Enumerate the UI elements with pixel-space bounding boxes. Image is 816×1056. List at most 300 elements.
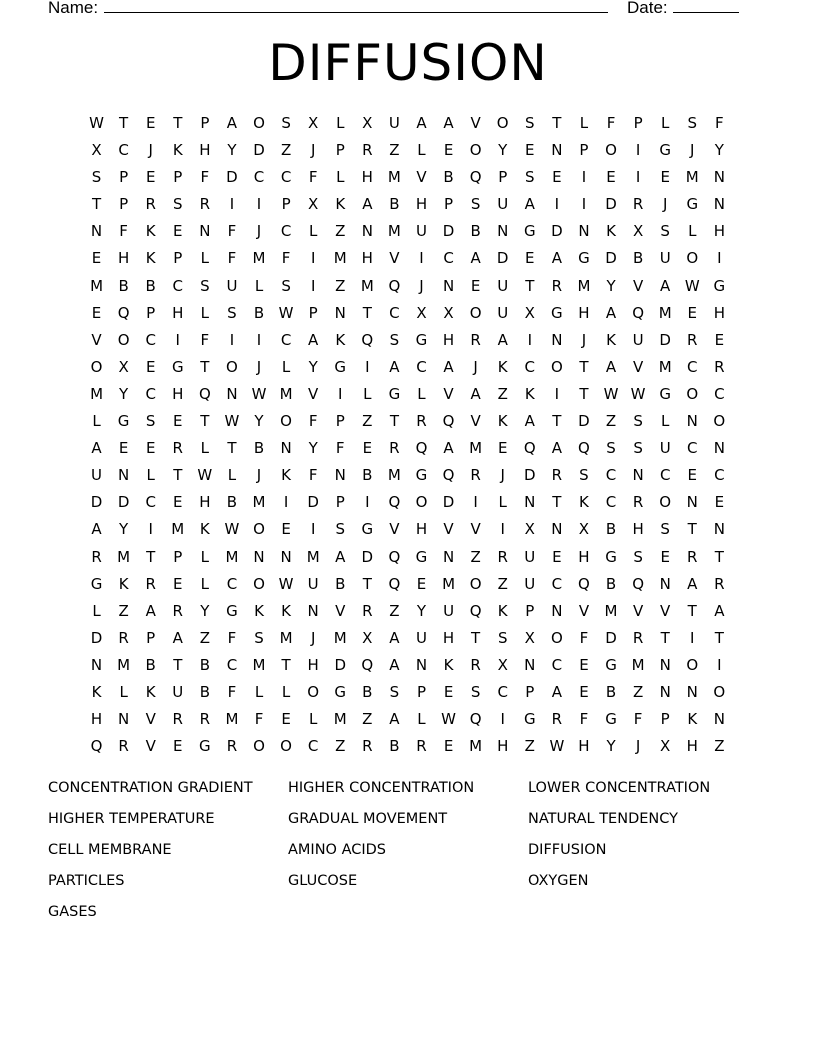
grid-letter: R	[362, 141, 373, 160]
grid-letter: X	[308, 195, 319, 214]
grid-letter: B	[145, 276, 156, 295]
grid-row	[83, 652, 733, 679]
grid-letter: O	[550, 628, 563, 647]
grid-letter: Q	[632, 303, 644, 322]
grid-letter: H	[686, 737, 698, 756]
grid-letter: L	[119, 682, 128, 701]
grid-letter: E	[552, 547, 562, 566]
grid-letter: H	[172, 384, 184, 403]
grid-letter: F	[200, 330, 210, 349]
grid-letter: M	[685, 168, 699, 187]
grid-letter: Q	[388, 574, 401, 593]
grid-letter: O	[686, 384, 699, 403]
grid-letter: K	[254, 601, 264, 620]
grid-letter: C	[145, 384, 156, 403]
grid-letter: B	[389, 195, 400, 214]
grid-letter: Y	[119, 384, 129, 403]
grid-letter: E	[145, 168, 156, 187]
grid-row	[83, 354, 733, 381]
grid-letter: J	[662, 195, 668, 214]
grid-letter: U	[226, 276, 238, 295]
grid-letter: G	[551, 303, 563, 322]
grid-letter: E	[579, 682, 589, 701]
grid-letter: X	[362, 628, 373, 647]
grid-letter: O	[496, 114, 509, 132]
grid-letter: Y	[308, 439, 318, 458]
grid-letter: J	[310, 628, 316, 647]
grid-letter: P	[416, 682, 426, 701]
grid-letter: M	[252, 249, 266, 268]
grid-letter: E	[91, 249, 102, 268]
grid-letter: H	[713, 222, 725, 241]
grid-letter: S	[687, 114, 698, 132]
grid-letter: D	[253, 141, 265, 160]
grid-letter: L	[281, 357, 291, 376]
grid-letter: M	[117, 547, 131, 566]
grid-letter: A	[145, 601, 156, 620]
grid-letter: H	[442, 628, 455, 647]
grid-letter: R	[632, 195, 644, 214]
grid-letter: I	[717, 249, 722, 268]
grid-letter: E	[470, 276, 481, 295]
grid-letter: U	[388, 114, 400, 132]
grid-letter: U	[443, 601, 455, 620]
grid-row	[83, 679, 733, 706]
grid-letter: C	[605, 466, 617, 485]
grid-letter: M	[279, 384, 293, 403]
grid-letter: B	[253, 303, 265, 322]
grid-letter: Y	[606, 276, 616, 295]
grid-letter: G	[578, 249, 590, 268]
grid-letter: A	[308, 330, 319, 349]
grid-letter: O	[280, 737, 292, 756]
grid-letter: L	[661, 412, 670, 431]
grid-letter: O	[713, 412, 726, 431]
grid-letter: C	[524, 357, 536, 376]
grid-letter: Z	[389, 141, 400, 160]
grid-letter: L	[92, 412, 101, 431]
grid-letter: O	[469, 141, 482, 160]
grid-letter: J	[500, 466, 505, 485]
grid-letter: N	[280, 547, 292, 566]
grid-letter: A	[362, 195, 373, 214]
grid-letter: D	[226, 168, 238, 187]
grid-letter: N	[307, 601, 319, 620]
grid-letter: S	[91, 168, 102, 187]
word-list-item: CONCENTRATION GRADIENT	[48, 780, 253, 796]
grid-letter: U	[524, 547, 536, 566]
grid-letter: O	[469, 303, 482, 322]
grid-letter: H	[117, 249, 130, 268]
grid-letter: N	[551, 141, 563, 160]
grid-letter: E	[606, 168, 616, 187]
grid-letter: Z	[362, 412, 373, 431]
grid-letter: N	[713, 168, 725, 187]
grid-letter: E	[687, 466, 697, 485]
grid-row	[83, 598, 733, 625]
grid-letter: D	[659, 330, 671, 349]
grid-letter: B	[362, 682, 373, 701]
grid-letter: M	[577, 276, 591, 295]
grid-letter: G	[713, 276, 726, 295]
grid-letter: C	[443, 249, 454, 268]
grid-letter: T	[200, 412, 210, 431]
grid-letter: W	[684, 276, 700, 295]
grid-letter: Z	[280, 141, 292, 160]
grid-letter: V	[470, 412, 481, 431]
grid-letter: P	[173, 547, 183, 566]
grid-letter: S	[470, 682, 481, 701]
grid-letter: Q	[578, 439, 590, 458]
grid-letter: R	[362, 601, 373, 620]
grid-letter: Q	[388, 547, 401, 566]
grid-letter: V	[470, 114, 481, 132]
grid-letter: R	[199, 195, 211, 214]
grid-letter: K	[497, 412, 508, 431]
grid-letter: G	[361, 520, 374, 539]
grid-letter: I	[554, 195, 560, 214]
grid-letter: O	[280, 412, 292, 431]
grid-letter: L	[200, 547, 210, 566]
grid-letter: M	[658, 357, 672, 376]
grid-letter: E	[173, 412, 183, 431]
grid-letter: X	[578, 520, 590, 539]
grid-letter: L	[498, 493, 507, 512]
grid-letter: T	[200, 357, 210, 376]
grid-letter: Z	[497, 384, 508, 403]
word-list-item: AMINO ACIDS	[288, 842, 387, 858]
grid-letter: V	[389, 520, 400, 539]
grid-letter: H	[442, 330, 455, 349]
grid-letter: P	[308, 303, 318, 322]
grid-letter: Z	[524, 737, 535, 756]
grid-letter: D	[361, 547, 374, 566]
grid-letter: A	[551, 249, 562, 268]
grid-letter: N	[118, 466, 130, 485]
grid-letter: Z	[362, 710, 373, 729]
grid-letter: C	[687, 357, 698, 376]
grid-letter: D	[605, 628, 617, 647]
grid-letter: D	[442, 493, 455, 512]
grid-letter: V	[308, 384, 319, 403]
grid-letter: F	[579, 628, 589, 647]
word-list-item: OXYGEN	[528, 873, 589, 889]
grid-letter: N	[253, 547, 265, 566]
grid-letter: D	[578, 412, 590, 431]
grid-letter: C	[551, 655, 563, 674]
grid-letter: B	[632, 249, 644, 268]
grid-letter: L	[146, 466, 155, 485]
grid-letter: F	[227, 682, 237, 701]
grid-letter: A	[389, 628, 400, 647]
grid-letter: Q	[469, 601, 482, 620]
grid-letter: P	[200, 114, 210, 132]
grid-letter: Q	[469, 168, 482, 187]
grid-letter: V	[632, 357, 644, 376]
grid-letter: W	[630, 384, 646, 403]
grid-letter: O	[253, 737, 265, 756]
grid-letter: R	[470, 655, 481, 674]
grid-letter: K	[606, 330, 616, 349]
grid-letter: V	[145, 710, 156, 729]
grid-letter: R	[470, 466, 481, 485]
grid-letter: O	[659, 493, 672, 512]
grid-row	[83, 327, 733, 354]
grid-letter: S	[633, 412, 643, 431]
grid-letter: B	[605, 682, 617, 701]
grid-row	[83, 245, 733, 272]
grid-letter: S	[497, 628, 508, 647]
grid-letter: V	[632, 276, 644, 295]
grid-letter: E	[118, 439, 129, 458]
grid-letter: M	[225, 547, 239, 566]
grid-letter: A	[524, 195, 535, 214]
grid-letter: B	[145, 655, 156, 674]
grid-letter: Q	[442, 412, 455, 431]
grid-letter: U	[497, 303, 509, 322]
grid-letter: H	[307, 655, 319, 674]
grid-letter: H	[578, 737, 590, 756]
grid-letter: G	[415, 547, 428, 566]
grid-row	[83, 516, 733, 543]
grid-letter: L	[579, 114, 589, 132]
grid-letter: Q	[415, 439, 428, 458]
word-list-item: DIFFUSION	[528, 842, 607, 858]
grid-letter: N	[334, 303, 346, 322]
grid-letter: X	[416, 303, 427, 322]
grid-letter: Z	[118, 601, 129, 620]
grid-letter: A	[443, 114, 454, 132]
grid-letter: A	[416, 114, 427, 132]
grid-letter: S	[335, 520, 345, 539]
grid-letter: E	[660, 547, 670, 566]
grid-letter: J	[148, 141, 153, 160]
grid-letter: G	[388, 384, 401, 403]
grid-letter: E	[145, 357, 156, 376]
grid-letter: T	[119, 114, 129, 132]
word-list-item: HIGHER TEMPERATURE	[48, 811, 215, 827]
grid-letter: N	[578, 222, 590, 241]
grid-letter: S	[281, 276, 291, 295]
grid-letter: I	[581, 195, 587, 214]
grid-letter: K	[281, 466, 291, 485]
grid-letter: R	[362, 737, 373, 756]
grid-letter: I	[635, 141, 641, 160]
grid-letter: C	[605, 493, 617, 512]
grid-letter: S	[470, 195, 481, 214]
grid-letter: F	[308, 412, 318, 431]
grid-letter: K	[145, 682, 156, 701]
grid-letter: C	[687, 439, 698, 458]
grid-letter: M	[333, 710, 347, 729]
grid-letter: R	[632, 628, 644, 647]
grid-letter: O	[253, 574, 265, 593]
grid-letter: T	[714, 547, 724, 566]
grid-letter: P	[633, 114, 643, 132]
grid-letter: G	[415, 466, 428, 485]
grid-letter: G	[90, 574, 103, 593]
grid-letter: N	[551, 601, 563, 620]
grid-letter: N	[686, 682, 698, 701]
grid-letter: M	[442, 574, 456, 593]
grid-row	[83, 462, 733, 489]
grid-letter: A	[470, 384, 481, 403]
grid-letter: H	[199, 493, 211, 512]
grid-letter: N	[713, 710, 725, 729]
grid-letter: R	[145, 574, 156, 593]
grid-letter: B	[443, 168, 454, 187]
grid-letter: G	[605, 710, 617, 729]
grid-letter: S	[173, 195, 183, 214]
grid-row	[83, 110, 733, 137]
grid-letter: J	[690, 141, 695, 160]
grid-letter: T	[173, 655, 183, 674]
grid-letter: L	[336, 168, 345, 187]
grid-letter: R	[632, 493, 644, 512]
grid-letter: E	[714, 330, 725, 349]
grid-row	[83, 489, 733, 516]
date-blank-line	[673, 12, 739, 13]
grid-letter: E	[579, 655, 589, 674]
grid-letter: M	[469, 737, 483, 756]
grid-letter: I	[338, 384, 343, 403]
grid-letter: E	[173, 493, 183, 512]
grid-letter: S	[227, 303, 237, 322]
grid-letter: U	[632, 330, 644, 349]
grid-letter: O	[307, 682, 320, 701]
grid-letter: O	[469, 574, 482, 593]
word-search-grid	[83, 110, 733, 760]
grid-letter: Y	[416, 601, 427, 620]
grid-letter: N	[686, 493, 698, 512]
grid-letter: E	[443, 141, 454, 160]
grid-letter: O	[686, 249, 699, 268]
grid-letter: T	[173, 466, 183, 485]
grid-letter: L	[417, 710, 426, 729]
grid-letter: X	[443, 303, 454, 322]
grid-letter: Z	[470, 547, 481, 566]
grid-letter: I	[581, 168, 587, 187]
grid-letter: A	[443, 439, 454, 458]
grid-row	[83, 625, 733, 652]
grid-letter: O	[415, 493, 428, 512]
grid-letter: E	[443, 682, 454, 701]
grid-letter: Z	[389, 601, 400, 620]
grid-letter: E	[173, 222, 183, 241]
grid-letter: J	[473, 357, 478, 376]
grid-letter: A	[172, 628, 183, 647]
grid-letter: L	[308, 222, 318, 241]
grid-letter: X	[308, 114, 319, 132]
grid-letter: R	[551, 276, 563, 295]
grid-letter: Z	[335, 276, 346, 295]
grid-letter: A	[660, 276, 671, 295]
grid-row	[83, 218, 733, 245]
grid-letter: W	[224, 412, 240, 431]
grid-letter: X	[524, 303, 535, 322]
grid-letter: F	[308, 466, 318, 485]
word-list-item: CELL MEMBRANE	[48, 842, 172, 858]
grid-letter: N	[118, 710, 130, 729]
grid-letter: O	[117, 330, 130, 349]
grid-letter: S	[525, 114, 535, 132]
grid-letter: L	[200, 249, 210, 268]
grid-letter: O	[686, 655, 699, 674]
grid-letter: D	[442, 222, 455, 241]
grid-letter: C	[497, 682, 508, 701]
grid-letter: U	[659, 439, 671, 458]
grid-letter: W	[603, 384, 619, 403]
grid-letter: J	[635, 737, 641, 756]
grid-letter: V	[443, 520, 454, 539]
grid-letter: K	[497, 601, 508, 620]
grid-letter: A	[389, 357, 400, 376]
grid-letter: G	[523, 710, 536, 729]
grid-letter: T	[91, 195, 102, 214]
grid-letter: P	[660, 710, 670, 729]
grid-letter: L	[200, 303, 210, 322]
grid-letter: B	[199, 682, 210, 701]
grid-letter: Q	[632, 574, 644, 593]
grid-letter: R	[118, 628, 129, 647]
grid-letter: N	[713, 520, 725, 539]
grid-letter: B	[335, 574, 346, 593]
grid-letter: A	[714, 601, 725, 620]
grid-letter: V	[660, 601, 671, 620]
grid-letter: F	[633, 710, 643, 729]
grid-letter: N	[226, 384, 238, 403]
grid-letter: H	[632, 520, 644, 539]
grid-letter: N	[415, 655, 428, 674]
grid-letter: O	[605, 141, 617, 160]
grid-letter: V	[416, 168, 427, 187]
grid-letter: X	[632, 222, 644, 241]
grid-letter: N	[361, 222, 373, 241]
grid-letter: D	[605, 249, 617, 268]
grid-letter: R	[497, 547, 508, 566]
grid-letter: E	[145, 439, 156, 458]
grid-letter: U	[172, 682, 184, 701]
grid-letter: L	[417, 141, 426, 160]
grid-letter: F	[227, 249, 237, 268]
name-label: Name:	[48, 0, 99, 17]
grid-letter: Q	[469, 710, 482, 729]
grid-letter: V	[578, 601, 590, 620]
grid-letter: O	[226, 357, 238, 376]
grid-row	[83, 706, 733, 733]
grid-letter: Q	[117, 303, 130, 322]
grid-letter: L	[92, 601, 101, 620]
word-list-item: GRADUAL MOVEMENT	[288, 811, 448, 827]
grid-letter: P	[146, 628, 156, 647]
grid-letter: L	[661, 114, 670, 132]
grid-letter: K	[145, 249, 156, 268]
grid-letter: G	[659, 384, 671, 403]
grid-letter: R	[687, 547, 698, 566]
grid-letter: I	[256, 330, 262, 349]
grid-letter: R	[416, 737, 427, 756]
grid-letter: I	[310, 520, 316, 539]
grid-letter: K	[118, 574, 129, 593]
grid-letter: G	[334, 357, 347, 376]
grid-letter: I	[175, 330, 180, 349]
grid-letter: L	[254, 682, 264, 701]
grid-letter: T	[579, 384, 589, 403]
grid-letter: K	[281, 601, 291, 620]
grid-letter: R	[172, 439, 183, 458]
grid-letter: S	[525, 168, 535, 187]
grid-letter: F	[200, 168, 210, 187]
